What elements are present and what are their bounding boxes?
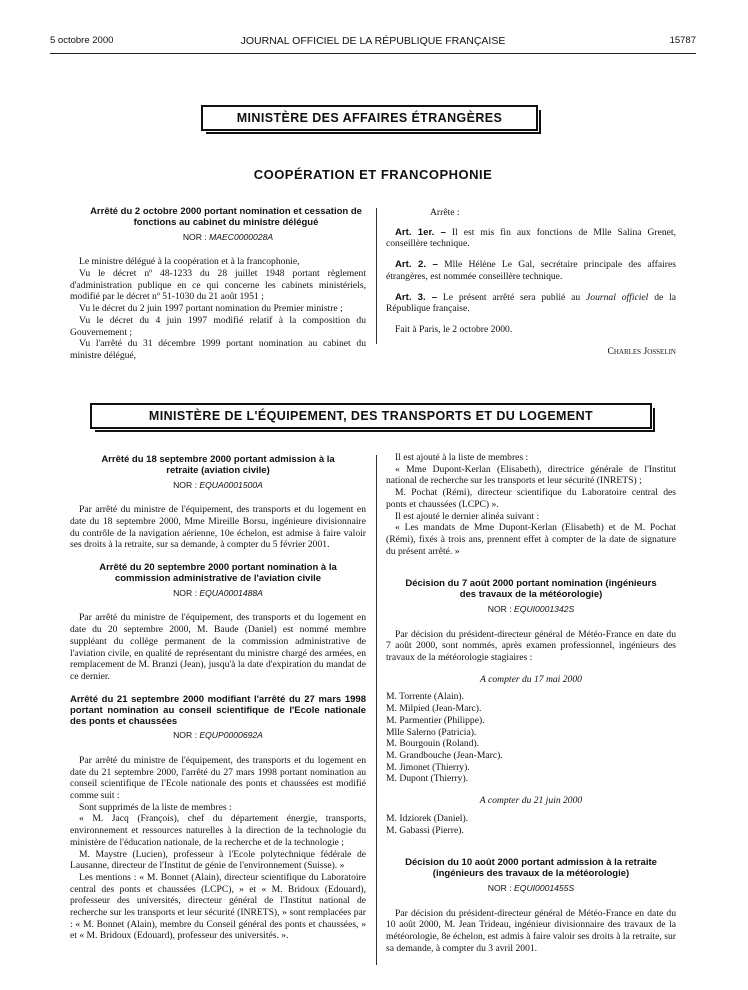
ministry-title: MINISTÈRE DES AFFAIRES ÉTRANGÈRES [236,111,503,125]
nor-reference [386,604,676,614]
arrete-text: « Mme Dupont-Kerlan (Elisabeth), directrice générale de l'Institut national de recherche sur les transports et leur sécurité (INRETS) ; [386,463,676,487]
section-title: COOPÉRATION ET FRANCOPHONIE [253,167,493,182]
arrete-column-left [70,207,366,362]
nor-code: EQUA0001500A [199,479,263,490]
nor-reference [70,480,366,490]
nominee-list [386,813,676,836]
article-1 [386,227,676,250]
arrete-column-right [386,207,676,357]
article-text-italic: Journal officiel [586,291,649,303]
article-text: Mlle Hélène Le Gal, secrétaire principale des affaires étrangères, est nommée conseillère technique. [386,259,676,282]
nor-reference [386,883,676,893]
ministry-title-box-2 [90,403,652,429]
visa-paragraph: Vu l'arrêté du 31 décembre 1999 portant nomination au cabinet du ministre délégué, [70,338,366,361]
list-item: M. Milpied (Jean-Marc). [386,703,482,715]
list-item: M. Dupont (Thierry). [386,773,469,785]
arrete-text: « M. Jacq (François), chef du département énergie, transports, environnement et ressources naturelles à la direction de la technologie du ministère de l'éducation nationale, de la recherche et de la technologie ; [70,813,366,848]
list-item: Mlle Salerno (Patricia). [386,726,477,738]
decision-title: Décision du 10 août 2000 portant admission à la retraite (ingénieurs des travaux de la météorologie) [405,857,657,880]
nor-code: EQUA0001488A [199,587,263,598]
group-label: A compter du 21 juin 2000 [479,795,583,807]
nominee-list [386,691,676,785]
nor-code: EQUP0000692A [199,730,263,741]
nor-reference [70,232,366,242]
header-journal-title: JOURNAL OFFICIEL DE LA RÉPUBLIQUE FRANÇAISE [240,35,506,47]
intro-text: Le ministre délégué à la coopération et à la francophonie, [79,256,300,268]
ministry-title-2: MINISTÈRE DE L'ÉQUIPEMENT, DES TRANSPORTS ET DU LOGEMENT [148,409,594,423]
article-number: Art. 3. – [395,291,438,303]
arrete-title: Arrêté du 20 septembre 2000 portant nomination à la commission administrative de l'aviation civile [99,562,337,585]
visa-paragraph: Vu le décret nº 48-1233 du 28 juillet 1948 portant règlement d'administration publique en ce qui concerne les cabinets ministériels, modifié par le décret nº 51-1030 du 21 août 1951 ; [70,268,366,303]
list-item: M. Torrente (Alain). [386,691,465,703]
nor-reference [70,730,366,740]
column-divider [376,208,377,344]
column-left [70,455,366,942]
arrete-text: Par arrêté du ministre de l'équipement, des transports et du logement en date du 21 septembre 2000, l'arrêté du 27 mars 1998 portant nomination au conseil scientifique de l'Ecole nationale des ponts et chaussées est modifié comme suit : [70,754,366,802]
column-divider [376,455,377,965]
done-at: Fait à Paris, le 2 octobre 2000. [395,323,513,335]
list-item: M. Jimonet (Thierry). [386,761,470,773]
signature: Charles Josselin [607,345,676,357]
arrete-word: Arrête : [430,207,460,218]
article-number: Art. 1er. – [395,226,446,238]
arrete-text: M. Maystre (Lucien), professeur à l'Ecole polytechnique fédérale de Lausanne, directeur de l'Institut de génie de l'environnement (Suisse). » [70,848,366,872]
header-rule [50,53,696,54]
header-date: 5 octobre 2000 [50,35,114,46]
article-text: de la République française. [386,291,676,315]
article-2 [386,259,676,282]
nor-label: NOR : [173,587,197,598]
nor-code: MAEC0000028A [209,231,274,242]
header-page-number: 15787 [669,35,696,46]
decision-title: Décision du 7 août 2000 portant nomination (ingénieurs des travaux de la météorologie) [405,578,657,601]
group-label: A compter du 17 mai 2000 [480,673,582,685]
nor-label: NOR : [182,231,207,242]
nor-label: NOR : [173,730,197,741]
page-header [50,35,696,49]
nor-code: EQUI0001455S [514,883,575,894]
visa-paragraph: Vu le décret du 2 juin 1997 portant nomination du Premier ministre ; [79,303,343,315]
nor-label: NOR : [173,479,197,490]
list-item: M. Parmentier (Philippe). [386,714,485,726]
nor-reference [70,588,366,598]
nor-code: EQUI0001342S [514,604,575,615]
arrete-title: Arrêté du 2 octobre 2000 portant nomination et cessation de fonctions au cabinet du ministre délégué [90,206,362,228]
list-item: M. Gabassi (Pierre). [386,824,464,836]
arrete-title: Arrêté du 18 septembre 2000 portant admission à la retraite (aviation civile) [101,454,335,476]
arrete-text: M. Pochat (Rémi), directeur scientifique du Laboratoire central des ponts et chaussées (LCPC) ». [386,487,676,510]
arrete-title: Arrêté du 21 septembre 2000 modifiant l'arrêté du 27 mars 1998 portant nomination au conseil scientifique de l'Ecole nationale des ponts et chaussées [70,693,366,727]
article-text: Le présent arrêté sera publié au [442,291,587,303]
visa-paragraph: Vu le décret du 4 juin 1997 modifié relatif à la composition du Gouvernement ; [70,314,366,338]
article-3 [386,292,676,315]
arrete-text: Sont supprimés de la liste de membres : [79,801,232,813]
list-item: M. Grandbouche (Jean-Marc). [386,749,503,761]
arrete-text: Il est ajouté à la liste de membres : [395,452,529,463]
arrete-text: Il est ajouté le dernier alinéa suivant : [395,510,540,522]
arrete-text: « Les mandats de Mme Dupont-Kerlan (Elisabeth) et de M. Pochat (Rémi), fixés à trois ans, prennent effet à compter de la date de signature du présent arrêté. » [386,522,676,557]
ministry-title-box [201,105,538,131]
article-number: Art. 2. – [395,259,438,271]
arrete-text: Les mentions : « M. Bonnet (Alain), directeur scientifique du Laboratoire central des ponts et chaussées (LCPC), » et « M. Bridoux (Edouard), professeur des universités, directeur général de l'Institut national de recherche sur les transports et leur sécurité (INRETS), » sont remplacées par : « M. Bonnet (Alain), membre du Conseil général des ponts et chaussées, » et « M. Bridoux (Edouard), professeur des universités. ». [70,871,366,942]
nor-label: NOR : [487,604,512,615]
arrete-text: Par arrêté du ministre de l'équipement, des transports et du logement en date du 20 septembre 2000, M. Baude (Daniel) est nommé membre suppléant du collège permanent de la commission administrative de l'aviation civile, en qualité de représentant du ministre chargé des armées, en remplacement de M. Branzi (Jean), jusqu'à la date d'expiration du mandat de ce dernier. [70,612,366,682]
arrete-text: Par arrêté du ministre de l'équipement, des transports et du logement en date du 18 septembre 2000, Mme Mireille Borsu, ingénieure divisionnaire du contrôle de la navigation aérienne, 10e échelon, est admise à faire valoir ses droits à la retraite, sur sa demande, à compter du 5 février 2001. [70,504,366,551]
list-item: M. Bourgouin (Roland). [386,738,480,750]
list-item: M. Idziorek (Daniel). [386,812,469,824]
article-text: Il est mis fin aux fonctions de Mlle Salina Grenet, conseillère technique. [386,226,676,250]
decision-text: Par décision du président-directeur général de Météo-France en date du 7 août 2000, sont nommés, après examen professionnel, ingénieurs des travaux de la météorologie stagiaires : [386,628,676,664]
decision-text: Par décision du président-directeur général de Météo-France en date du 10 août 2000, M. Jean Trideau, ingénieur divisionnaire des travaux de la météorologie, 8e échelon, est admis à faire valoir ses droits à la retraite, sur sa demande, à compter du 3 avril 2001. [386,907,676,954]
nor-label: NOR : [487,883,512,894]
column-right [386,452,676,954]
